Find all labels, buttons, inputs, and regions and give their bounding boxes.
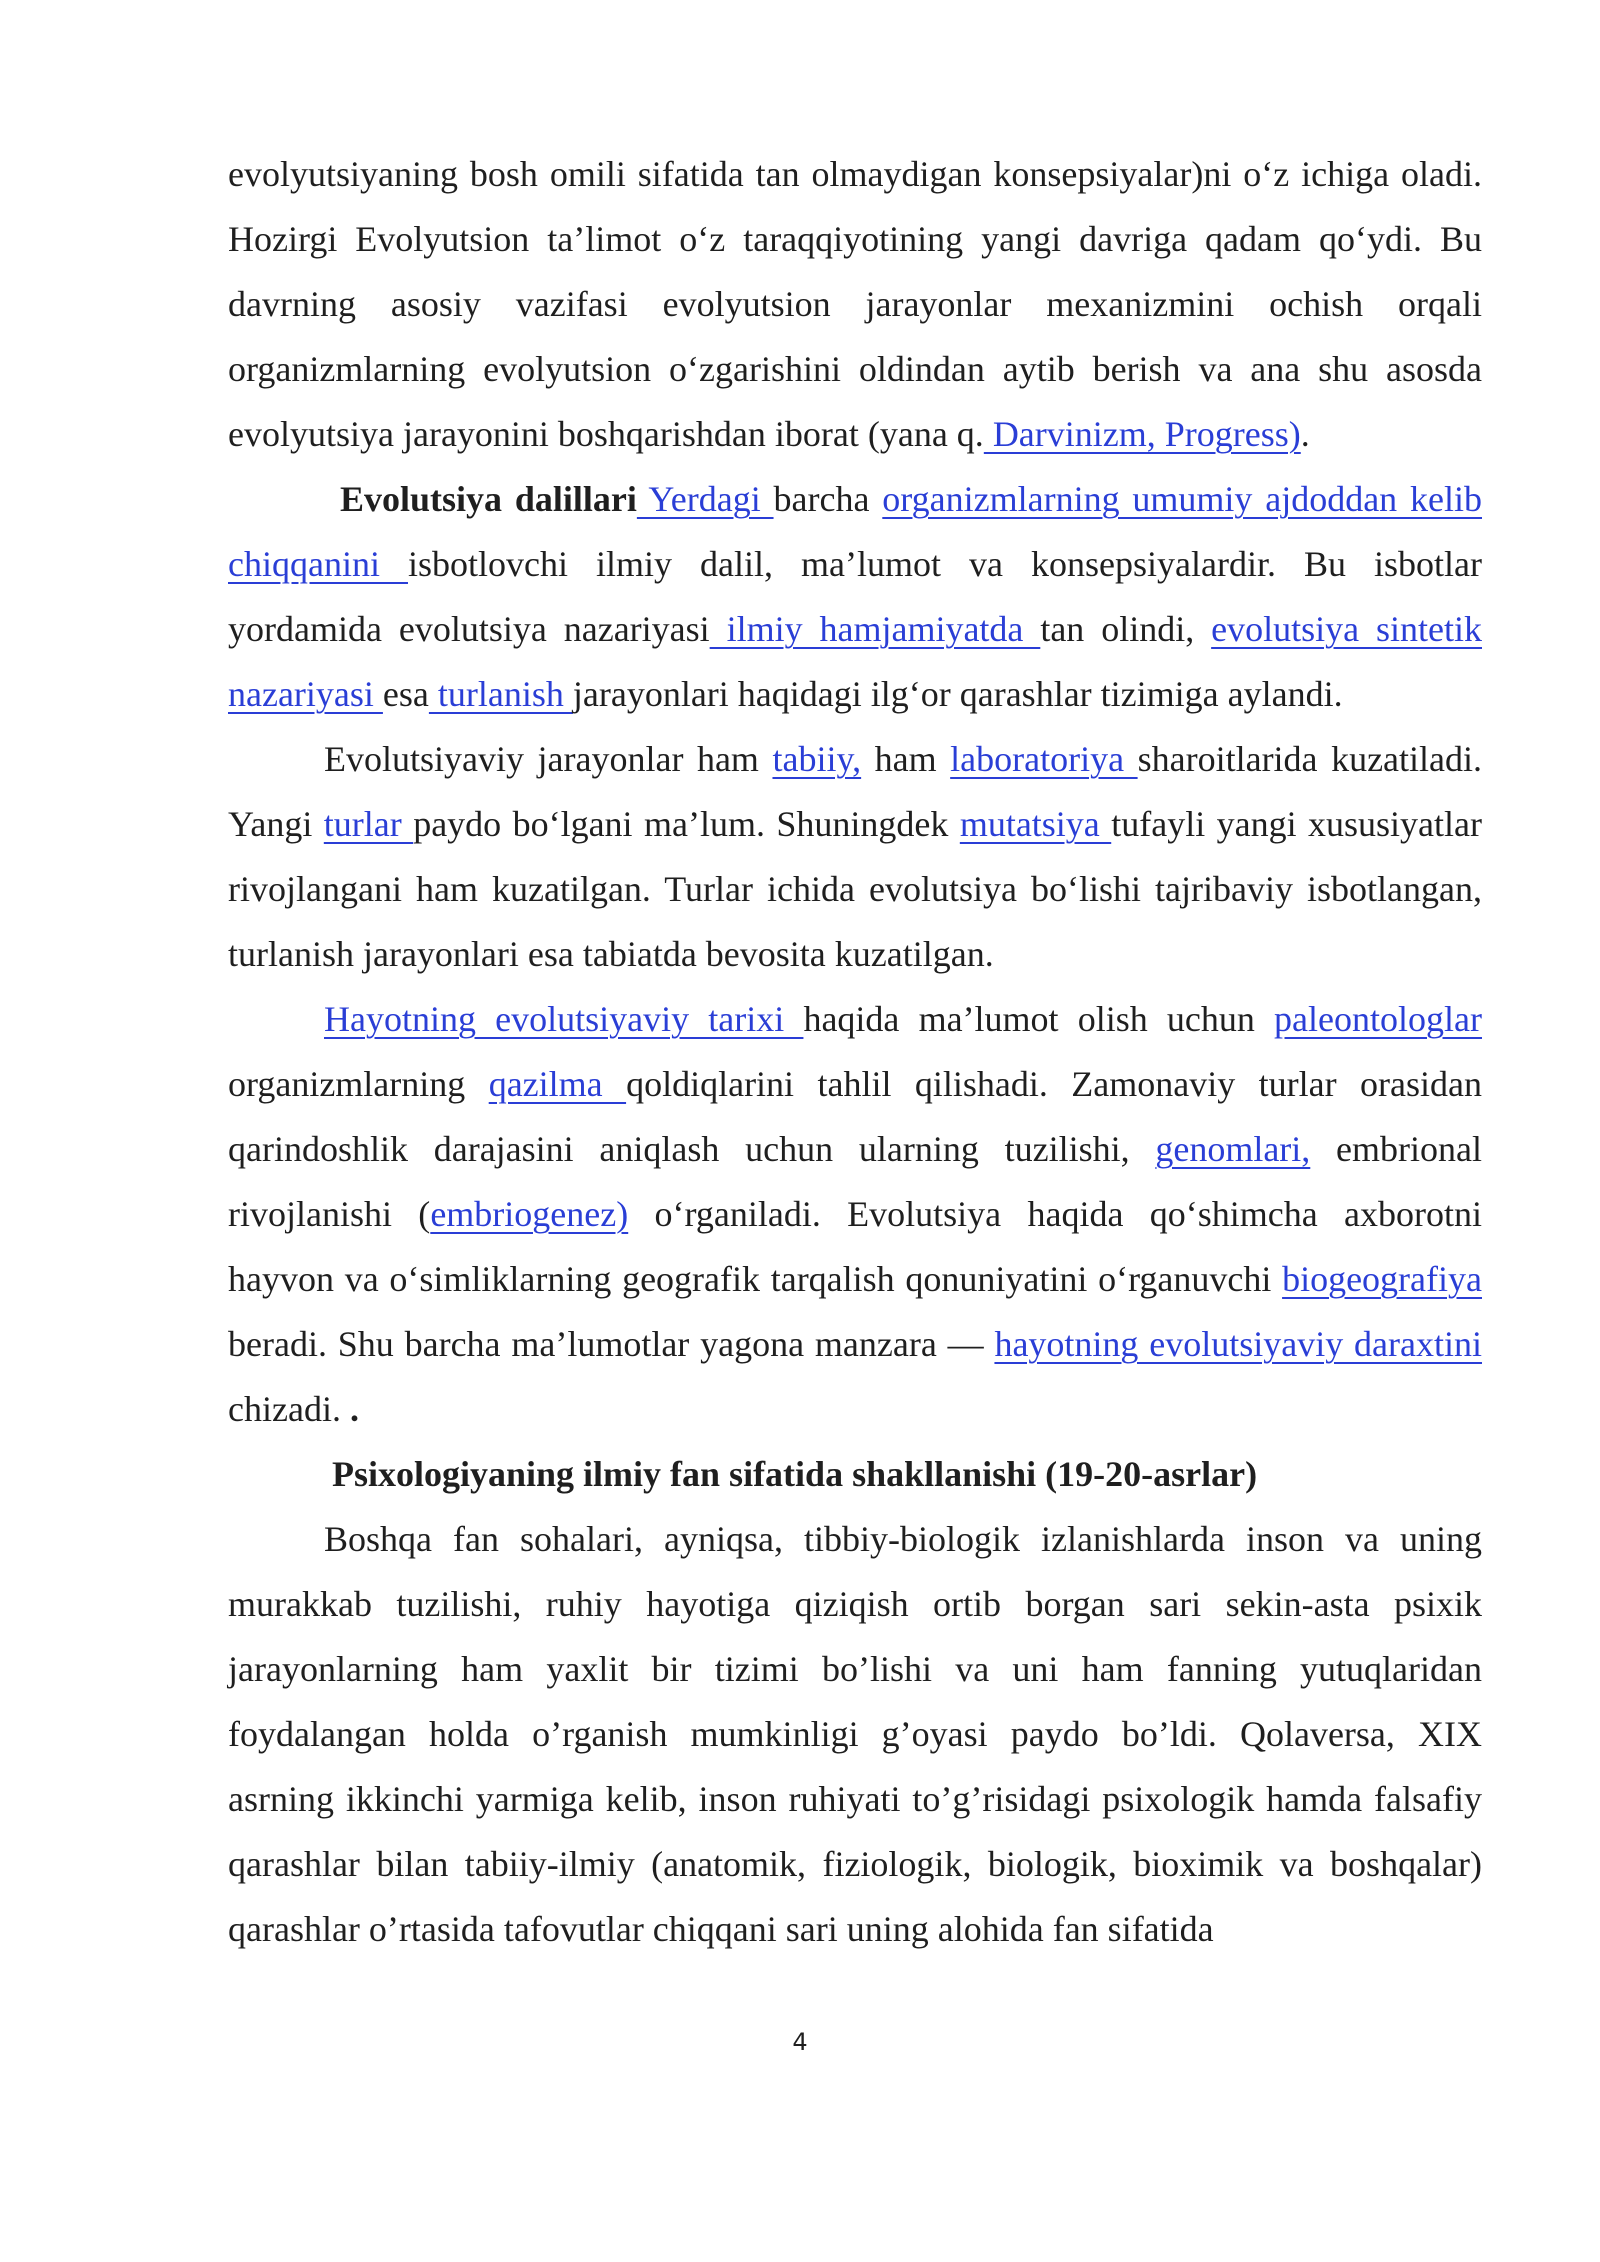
link-qazilma[interactable]: qazilma [488,1064,627,1104]
link-evolutionary-history[interactable]: Hayotning evolutsiyaviy tarixi [324,999,804,1039]
link-laboratoriya[interactable]: laboratoriya [950,739,1138,779]
text: chizadi. [228,1389,350,1429]
text: . [1300,414,1310,454]
text: tan olindi, [1040,609,1212,649]
text: haqida ma’lumot olish uchun [803,999,1275,1039]
text: barcha [773,479,883,519]
paragraph-evolution-observed [228,727,1482,987]
text: jarayonlari haqidagi ilg‘or qarashlar tizimiga aylandi. [572,674,1343,714]
link-scientific-community[interactable]: ilmiy hamjamiyatda [709,609,1041,649]
link-turlar[interactable]: turlar [323,804,414,844]
paragraph-evolution-doctrine [228,142,1482,467]
text: beradi. Shu barcha ma’lumotlar yagona manzara — [228,1324,995,1364]
paragraph-evolution-evidence [228,467,1482,727]
text: organizmlarning [228,1064,489,1104]
text: Boshqa fan sohalari, ayniqsa, tibbiy-biologik izlanishlarda inson va uning murakkab tuzilishi, ruhiy hayotiga qiziqish ortib borgan sari sekin-asta psixik jarayonlarning ham yaxlit bir tizimi bo’lishi va uni ham fanning yutuqlaridan foydalangan holda o’rganish mumkinligi g’oyasi paydo bo’ldi. Qolaversa, XIX asrning ikkinchi yarmiga kelib, inson ruhiyati to’g’risidagi psixologik hamda falsafiy qarashlar bilan tabiiy-ilmiy (anatomik, fiziologik, biologik, bioximik va boshqalar) qarashlar o’rtasida tafovutlar chiqqani sari uning alohida fan sifatida [228,1519,1482,1949]
link-evolutionary-tree[interactable]: hayotning evolutsiyaviy daraxtini [994,1324,1482,1364]
link-turlanish[interactable]: turlanish [428,674,573,714]
text: isbotlovchi ilmiy dalil, ma’lumot va konsepsiyalardir. Bu isbotlar yordamida evolutsiya nazariyasi [228,544,1482,649]
paragraph-life-history [228,987,1482,1442]
text: sharoitlarida kuzatiladi. Yangi [228,739,1483,844]
link-biogeografiya[interactable]: biogeografiya [1282,1259,1482,1299]
text: esa [382,674,429,714]
text: o‘rganiladi. Evolutsiya haqida qo‘shimcha axborotni hayvon va o‘simliklarning geografik tarqalish qonuniyatini o‘rganuvchi [228,1194,1482,1299]
link-paleontologlar[interactable]: paleontologlar [1274,999,1482,1039]
text: Evolutsiyaviy jarayonlar ham [324,739,773,779]
paragraph-psychology-origins [228,1507,1482,1962]
link-common-ancestor[interactable]: organizmlarning umumiy ajdoddan kelib chiqqanini [228,479,1482,584]
link-genomlari[interactable]: genomlari, [1155,1129,1311,1169]
text: qoldiqlarini tahlil qilishadi. Zamonaviy turlar orasidan qarindoshlik darajasini aniqlash uchun ularning tuzilishi, [228,1064,1483,1169]
link-mutatsiya[interactable]: mutatsiya [959,804,1112,844]
link-darvinizm-progress[interactable]: Darvinizm, Progress) [983,414,1301,454]
bold-period: . [349,1389,359,1429]
inline-heading-evolution-evidence: Evolutsiya dalillari [340,479,637,519]
text: evolyutsiyaning bosh omili sifatida tan olmaydigan konsepsiyalar)ni o‘z ichiga oladi. Hozirgi Evolyutsion ta’limot o‘z taraqqiyotining yangi davriga qadam qo‘ydi. Bu davrning asosiy vazifasi evolyutsion jarayonlar mexanizmini ochish orqali organizmlarning evolyutsion o‘zgarishini oldindan aytib berish va ana shu asosda evolyutsiya jarayonini boshqarishdan iborat (yana q. [228,154,1482,454]
section-heading-psychology: Psixologiyaning ilmiy fan sifatida shakllanishi (19-20-asrlar) [332,1454,1258,1494]
text: tufayli yangi xususiyatlar rivojlangani ham kuzatilgan. Turlar ichida evolutsiya bo‘lishi tajribaviy isbotlangan, turlanish jarayonlari esa tabiatda bevosita kuzatilgan. [228,804,1482,974]
link-embriogenez[interactable]: embriogenez) [430,1194,629,1234]
text: embrional rivojlanishi ( [228,1129,1482,1234]
document-body [228,142,1482,1962]
link-yerdagi[interactable]: Yerdagi [636,479,774,519]
text: paydo bo‘lgani ma’lum. Shuningdek [413,804,960,844]
text: ham [861,739,951,779]
link-tabiiy[interactable]: tabiiy, [772,739,862,779]
page-number: 4 [792,2028,808,2056]
link-synthetic-theory[interactable]: evolutsiya sintetik nazariyasi [228,609,1482,714]
